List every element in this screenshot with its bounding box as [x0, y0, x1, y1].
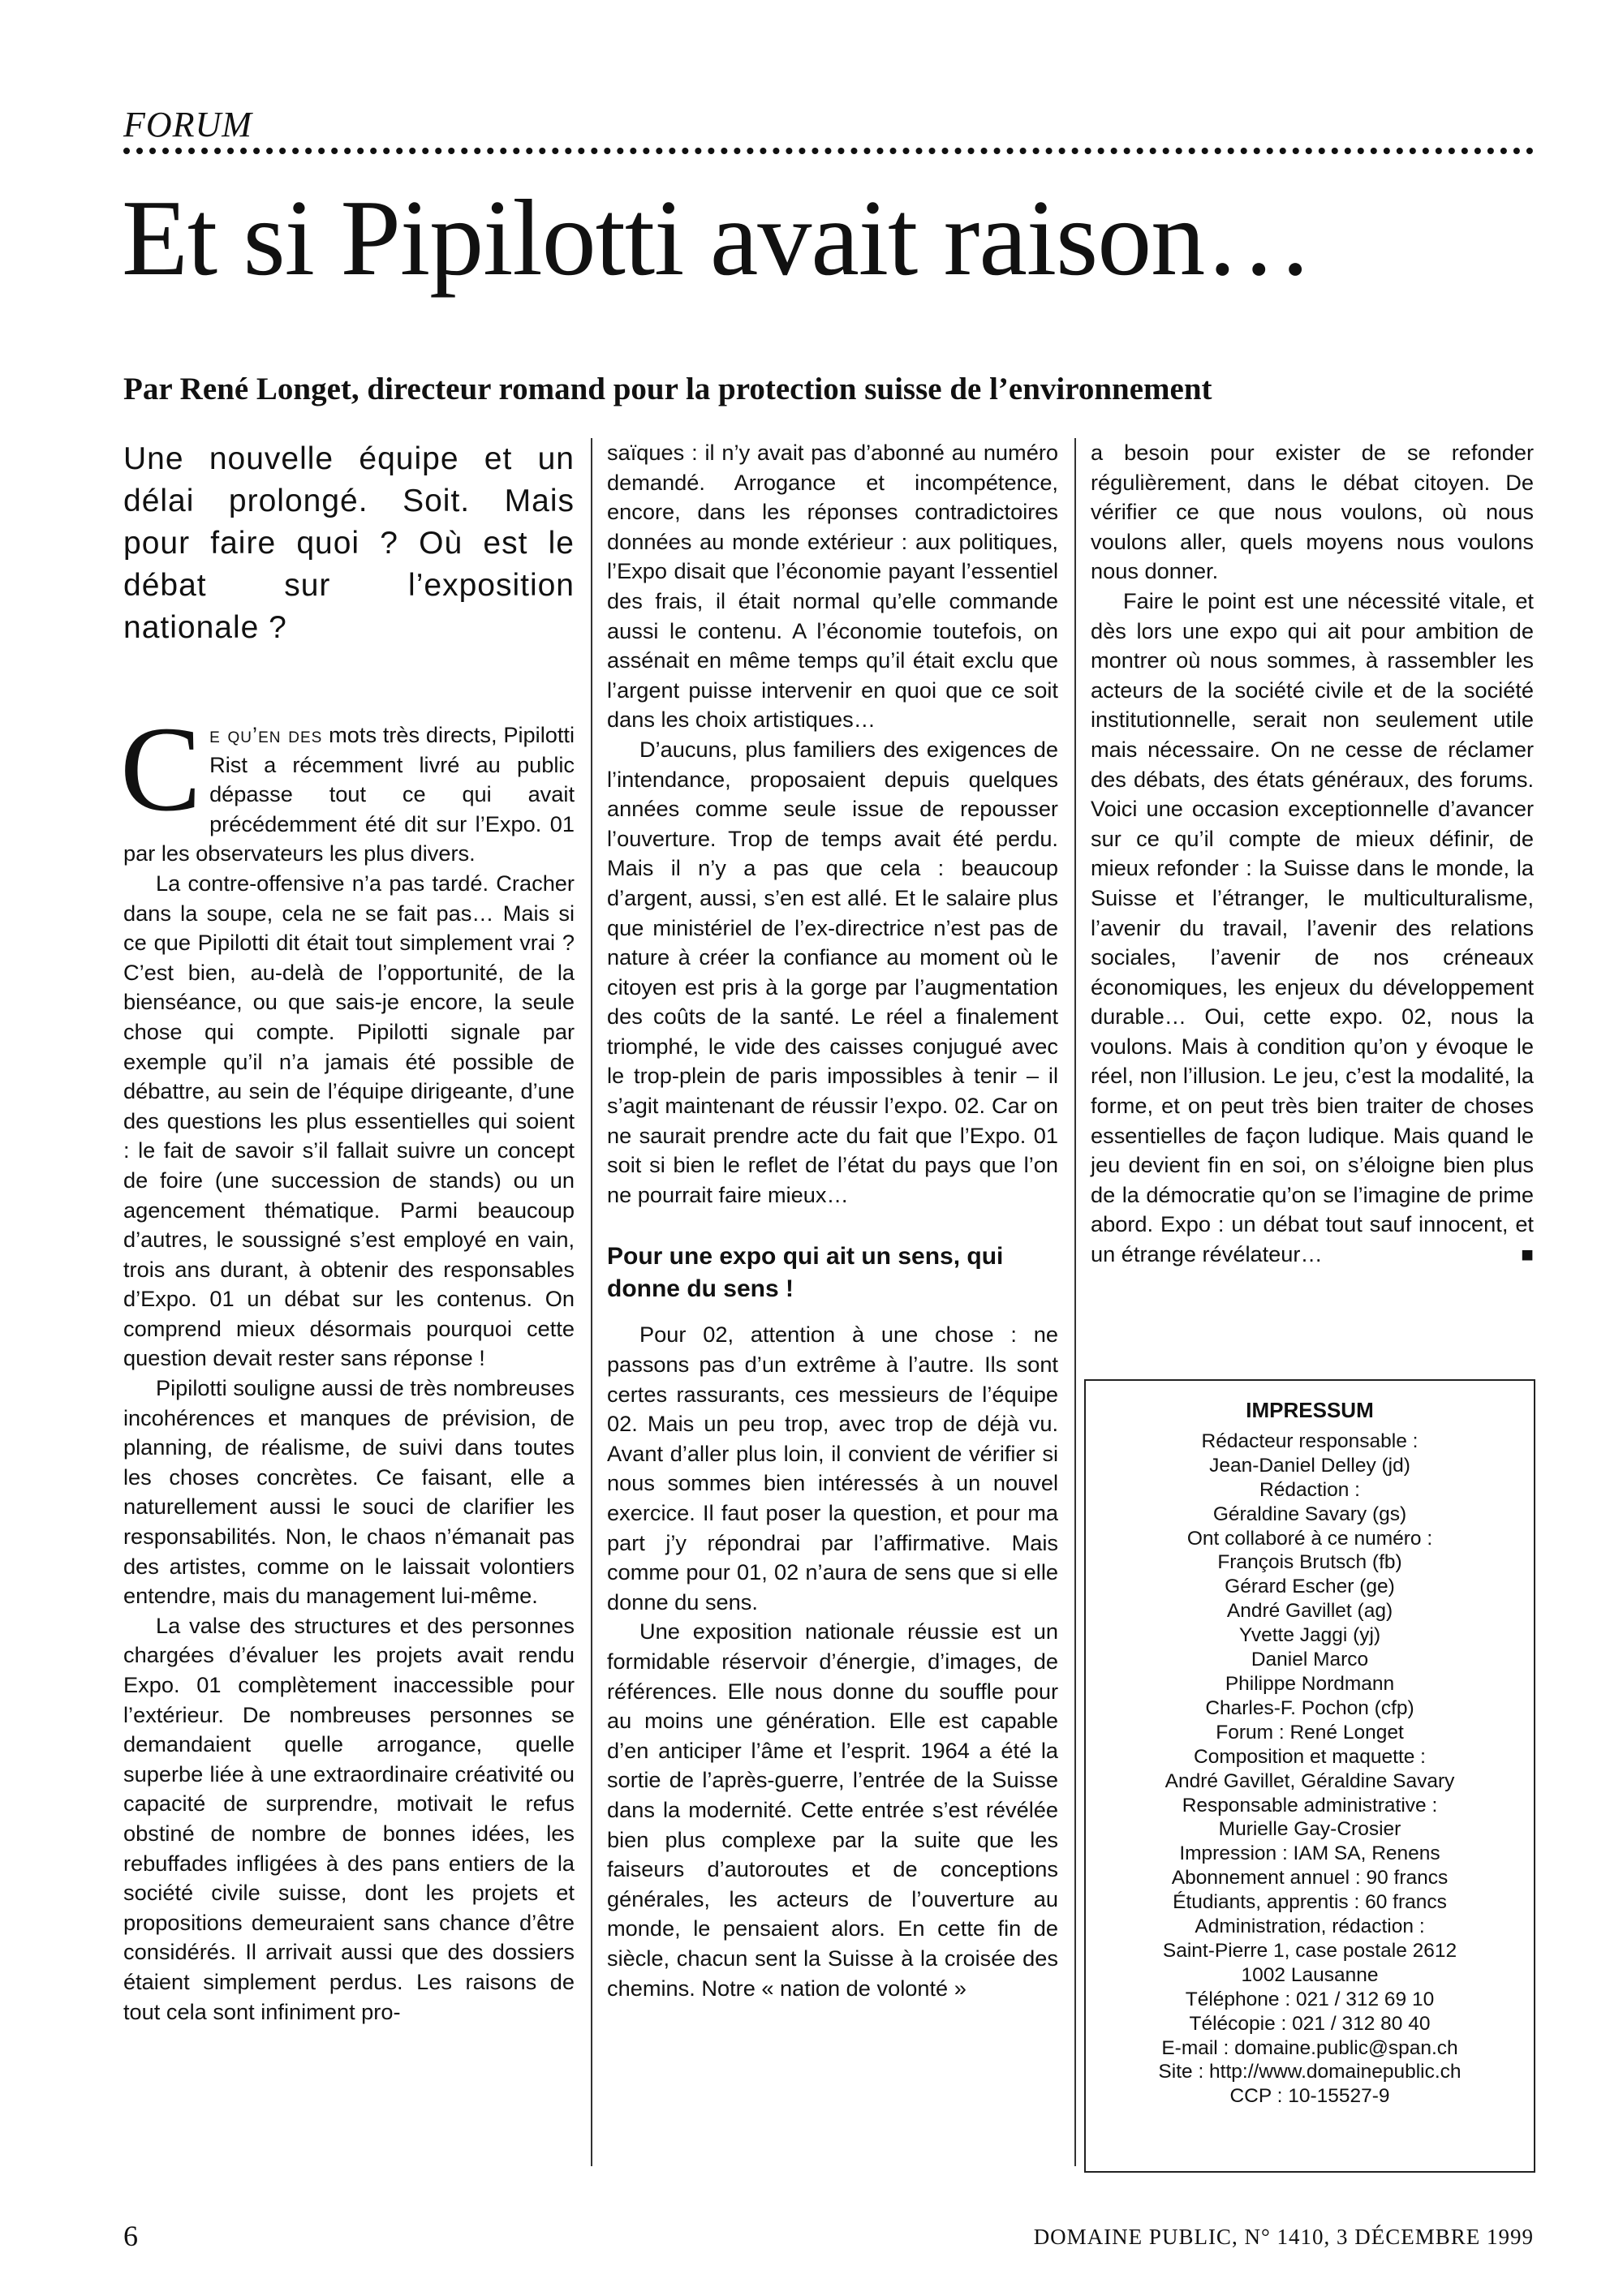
impressum-line: Charles-F. Pochon (cfp)	[1205, 1696, 1414, 1719]
paragraph	[1091, 587, 1534, 1270]
impressum-line: Administration, rédaction :	[1195, 1915, 1425, 1938]
end-of-article-mark: ■	[1521, 1242, 1534, 1267]
section-subheading: Pour une expo qui ait un sens, qui donne du sens !	[607, 1243, 1004, 1303]
impressum-line: E-mail : domaine.public@span.ch	[1161, 2036, 1458, 2059]
impressum-line: Étudiants, apprentis : 60 francs	[1173, 1891, 1447, 1914]
opening-smallcaps: e qu’en des	[209, 722, 323, 747]
publication-info: DOMAINE PUBLIC, N° 1410, 3 DÉCEMBRE 1999	[1033, 2225, 1534, 2249]
impressum-line: Daniel Marco	[1251, 1649, 1369, 1671]
paragraph	[120, 702, 575, 869]
impressum-heading: IMPRESSUM	[1246, 1398, 1374, 1422]
paragraph: La contre-offensive n’a pas tardé. Cracher dans la soupe, cela ne se fait pas… Mais si ce que Pipilotti dit était tout simplement vrai ? C’est bien, au-delà de l’opportunité, de la bienséance, ou que sais-je encore, la seule chose qui compte. Pipilotti signale par exemple qu’il n’a jamais été possible de débattre, au sein de l’équipe dirigeante, d’une des questions les plus essentielles qui soient : le fait de savoir s’il fallait suivre un concept de foire (une succession de stands) ou un agencement thématique. Parmi beaucoup d’autres, le soussigné s’est employé en vain, trois ans durant, à obtenir des responsables d’Expo. 01 un débat sur les contenus. On comprend mieux désormais pourquoi cette question devait rester sans réponse !	[123, 870, 575, 1371]
paragraph-text: mots très directs, Pipilotti Rist a récemment livré au public dépasse tout ce qui avait précédemment été dit sur l’Expo. 01 par les observateurs les plus divers.	[123, 722, 575, 866]
column-divider	[1074, 438, 1076, 2166]
page-number: 6	[123, 2220, 138, 2252]
paragraph: Pipilotti souligne aussi de très nombreuses incohérences et manques de prévision, de planning, de réalisme, de suivi dans toutes les choses concrètes. Ce faisant, elle a naturellement aussi le souci de clarifier les responsabilités. Non, le chaos n’émanait pas des artistes, comme on le laissait volontiers entendre, mais du management lui-même.	[123, 1375, 575, 1609]
impressum-line: Téléphone : 021 / 312 69 10	[1185, 1988, 1435, 2010]
rubric-label: FORUM	[123, 105, 252, 144]
article-column-3	[1091, 438, 1534, 1270]
impressum-line: André Gavillet, Géraldine Savary	[1165, 1769, 1455, 1792]
article-column-1	[120, 438, 575, 2166]
impressum-line: Composition et maquette :	[1194, 1745, 1426, 1768]
byline	[123, 369, 1535, 410]
paragraph: D’aucuns, plus familiers des exigences de l’intendance, proposaient depuis quelques années comme seule issue de repousser l’ouverture. Trop de temps avait été perdu. Mais il n’y a pas que cela : beaucoup d’argent, aussi, s’en est allé. Et le salaire plus que ministériel de l’ex-directrice n’est pas de nature à créer la confiance au moment où le citoyen est pris à la gorge par l’augmentation des coûts de la santé. Le réel a finalement triomphé, le vide des caisses conjugué avec le trop-plein de paris impossibles à tenir – il s’agit maintenant de réussir l’expo. 02. Car on ne saurait prendre acte du fait que l’Expo. 01 soit si bien le reflet de l’état du pays que l’on ne pourrait faire mieux…	[607, 736, 1058, 1207]
impressum-line: Gérard Escher (ge)	[1225, 1576, 1395, 1598]
impressum-line: Ont collaboré à ce numéro :	[1186, 1527, 1433, 1550]
impressum-line: Jean-Daniel Delley (jd)	[1209, 1454, 1410, 1477]
impressum-line: CCP : 10-15527-9	[1229, 2085, 1390, 2108]
impressum-line: Yvette Jaggi (yj)	[1238, 1624, 1381, 1647]
section-rubric	[123, 102, 1534, 154]
impressum-box	[1084, 1379, 1535, 2173]
impressum-line: Impression : IAM SA, Renens	[1179, 1842, 1440, 1865]
impressum-line: Abonnement annuel : 90 francs	[1171, 1867, 1449, 1890]
impressum-line: Rédaction :	[1259, 1478, 1360, 1501]
impressum-line: Saint-Pierre 1, case postale 2612	[1162, 1939, 1457, 1962]
impressum-line: Murielle Gay-Crosier	[1218, 1818, 1401, 1841]
paragraph: La valse des structures et des personnes chargées d’évaluer les projets avait rendu Expo. 01 complètement inaccessible pour l’extérieur. De nombreuses personnes se demandaient quelle arrogance, quelle superbe liée à une extraordinaire créativité ou capacité de surprendre, motivait le refus obstiné de nombre de bonnes idées, les rebuffades infligées à des pans entiers de la société civile suisse, dont les projets et propositions demeuraient sans chance d’être considérés. Il arrivait aussi que des dossiers étaient simplement perdus. Les raisons de tout cela sont infiniment pro-	[123, 1612, 575, 2024]
impressum-line: Philippe Nordmann	[1225, 1672, 1395, 1695]
impressum-line: Géraldine Savary (gs)	[1212, 1503, 1407, 1525]
paragraph: Une exposition nationale réussie est un formidable réservoir d’énergie, d’images, de références. Elle nous donne du souffle pour au moins une génération. Elle est capable d’en anticiper l’âme et l’esprit. 1964 a été la sortie de l’après-guerre, l’entrée de la Suisse dans la modernité. Cette entrée s’est révélée bien plus complexe par la suite que les faiseurs d’autoroutes et de conceptions générales, les acteurs de l’ouverture au monde, le pensaient alors. En cette fin de siècle, chacun sent la Suisse à la croisée des chemins. Notre « nation de volonté »	[607, 1619, 1058, 2001]
article-lead: Une nouvelle équipe et un délai prolongé. Soit. Mais pour faire quoi ? Où est le débat sur l’exposition nationale ?	[123, 441, 575, 645]
byline-author: Par René Longet	[123, 372, 351, 406]
impressum-line: Responsable administrative :	[1182, 1794, 1438, 1817]
impressum-line: Forum : René Longet	[1216, 1721, 1404, 1743]
byline-role: , directeur romand pour la protection suisse de l’environnement	[351, 372, 1212, 406]
impressum-line: Site : http://www.domainepublic.ch	[1158, 2061, 1462, 2083]
impressum-lines	[1086, 1430, 1534, 2109]
impressum-line: François Brutsch (fb)	[1217, 1551, 1402, 1574]
article-title: Et si Pipilotti avait raison…	[122, 178, 1313, 298]
paragraph: a besoin pour exister de se refonder régulièrement, dans le débat citoyen. De vérifier ce que nous voulons, où nous voulons aller, quels moyens nous voulons nous donner.	[1091, 440, 1534, 584]
drop-cap: C	[120, 702, 202, 836]
column-divider	[591, 438, 592, 2166]
impressum-line: 1002 Lausanne	[1241, 1963, 1379, 1986]
paragraph: Pour 02, attention à une chose : ne passons pas d’un extrême à l’autre. Ils sont certes rassurants, ces messieurs de l’équipe 02. Mais un peu trop, avec trop de déjà vu. Avant d’aller plus loin, il convient de vérifier si nous sommes bien intéressés à un nouvel exercice. Il faut poser la question, et pour ma part j’y répondrai par l’affirmative. Mais comme pour 01, 02 n’aura de sens que si elle donne du sens.	[607, 1322, 1058, 1615]
impressum-line: Rédacteur responsable :	[1201, 1430, 1419, 1452]
article-column-2	[607, 438, 1058, 2166]
paragraph: saïques : il n’y avait pas d’abonné au numéro demandé. Arrogance et incompétence, encore, dans les réponses contradictoires données au monde extérieur : aux politiques, l’Expo disait que l’économie payant l’essentiel des frais, il était normal qu’elle commande aussi le contenu. A l’économie toutefois, on assénait en même temps qu’il était exclu que l’argent puisse intervenir en quoi que ce soit dans les choix artistiques…	[607, 440, 1058, 733]
paragraph-text: Faire le point est une nécessité vitale, et dès lors une expo qui ait pour ambition de montrer où nous sommes, à rassembler les acteurs de la société civile et de la société institutionnelle, serait non seulement utile mais nécessaire. On ne cesse de réclamer des débats, des états généraux, des forums. Voici une occasion exceptionnelle d’avancer sur ce qu’il compte de mieux définir, de mieux refonder : la Suisse dans le monde, la Suisse et l’étranger, le multiculturalisme, l’avenir du travail, l’avenir des relations sociales, l’avenir de nos créneaux économiques, les enjeux du développement durable… Oui, cette expo. 02, nous la voulons. Mais à condition qu’on y évoque le réel, non l’illusion. Le jeu, c’est la modalité, la forme, et on peut très bien traiter de choses essentielles de façon ludique. Mais quand le jeu devient fin en soi, on s’éloigne bien plus de la démocratie qu’on se l’imagine de prime abord. Expo : un débat tout sauf innocent, et un étrange révélateur…	[1091, 587, 1534, 1267]
impressum-line: Télécopie : 021 / 312 80 40	[1189, 2012, 1431, 2035]
impressum-line: André Gavillet (ag)	[1226, 1600, 1393, 1623]
